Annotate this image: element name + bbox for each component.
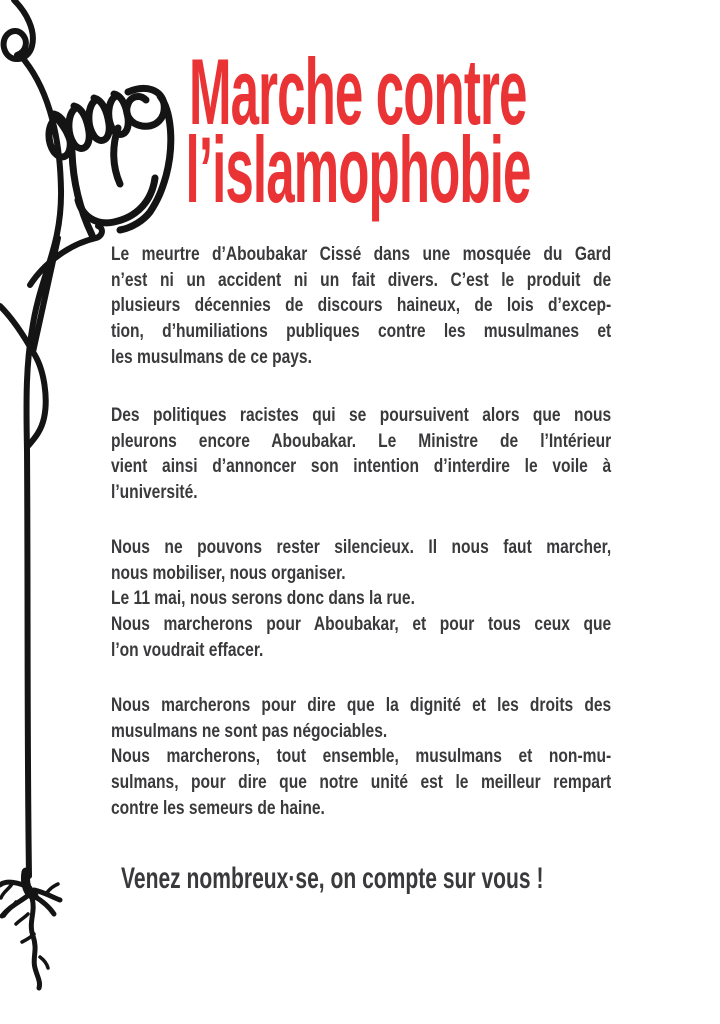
paragraph-line: les musulmans de ce pays. [111, 346, 312, 368]
paragraph-line: tion, d’humiliations publiques contre les musulmanes et [111, 321, 612, 343]
paragraph-line: l’université. [111, 482, 198, 504]
body-paragraph-2 [111, 403, 611, 506]
paragraph-line: musulmans ne sont pas négociables. [111, 720, 388, 742]
paragraph-line: Des politiques racistes qui se poursuivent alors que nous [111, 405, 612, 426]
body-paragraph-4 [111, 693, 611, 822]
paragraph-line: vient ainsi d’annoncer son intention d’interdire le voile à [111, 456, 612, 478]
body-paragraph-1 [111, 242, 611, 371]
paragraph-line: l’on voudrait effacer. [111, 639, 264, 661]
roots [0, 872, 60, 988]
paragraph-line: Nous marcherons pour Aboubakar, et pour tous ceux que [111, 614, 612, 636]
paragraph-line: plusieurs décennies de discours haineux, de lois d’excep- [111, 295, 612, 317]
poster-title-text-2: l’islamophobie [185, 117, 531, 223]
call-to-action-text: Venez nombreux·se, on compte sur vous ! [121, 862, 544, 895]
paragraph-line: Nous marcherons, tout ensemble, musulmans et non-mu- [111, 746, 612, 768]
paragraph-line: Le meurtre d’Aboubakar Cissé dans une mosquée du Gard [111, 244, 612, 265]
paragraph-line: n’est ni un accident ni un fait divers. C’est le produit de [111, 269, 612, 291]
plant-stem [0, 55, 102, 876]
paragraph-line: pleurons encore Aboubakar. Le Ministre de l’Intérieur [111, 430, 612, 452]
paragraph-line: sulmans, pour dire que notre unité est le meilleur rempart [111, 772, 612, 794]
paragraph-line: Nous marcherons pour dire que la dignité et les droits des [111, 695, 612, 716]
paragraph-line: nous mobiliser, nous organiser. [111, 562, 346, 584]
paragraph-line: Nous ne pouvons rester silencieux. Il nous faut marcher, [111, 537, 612, 558]
paragraph-line: contre les semeurs de haine. [111, 797, 325, 819]
raised-fist-icon [49, 88, 171, 235]
poster-title-text-1: Marche contre [189, 39, 527, 145]
body-paragraph-3 [111, 535, 611, 664]
paragraph-line: Le 11 mai, nous serons donc dans la rue. [111, 588, 415, 610]
bud-spiral-icon [4, 0, 33, 59]
